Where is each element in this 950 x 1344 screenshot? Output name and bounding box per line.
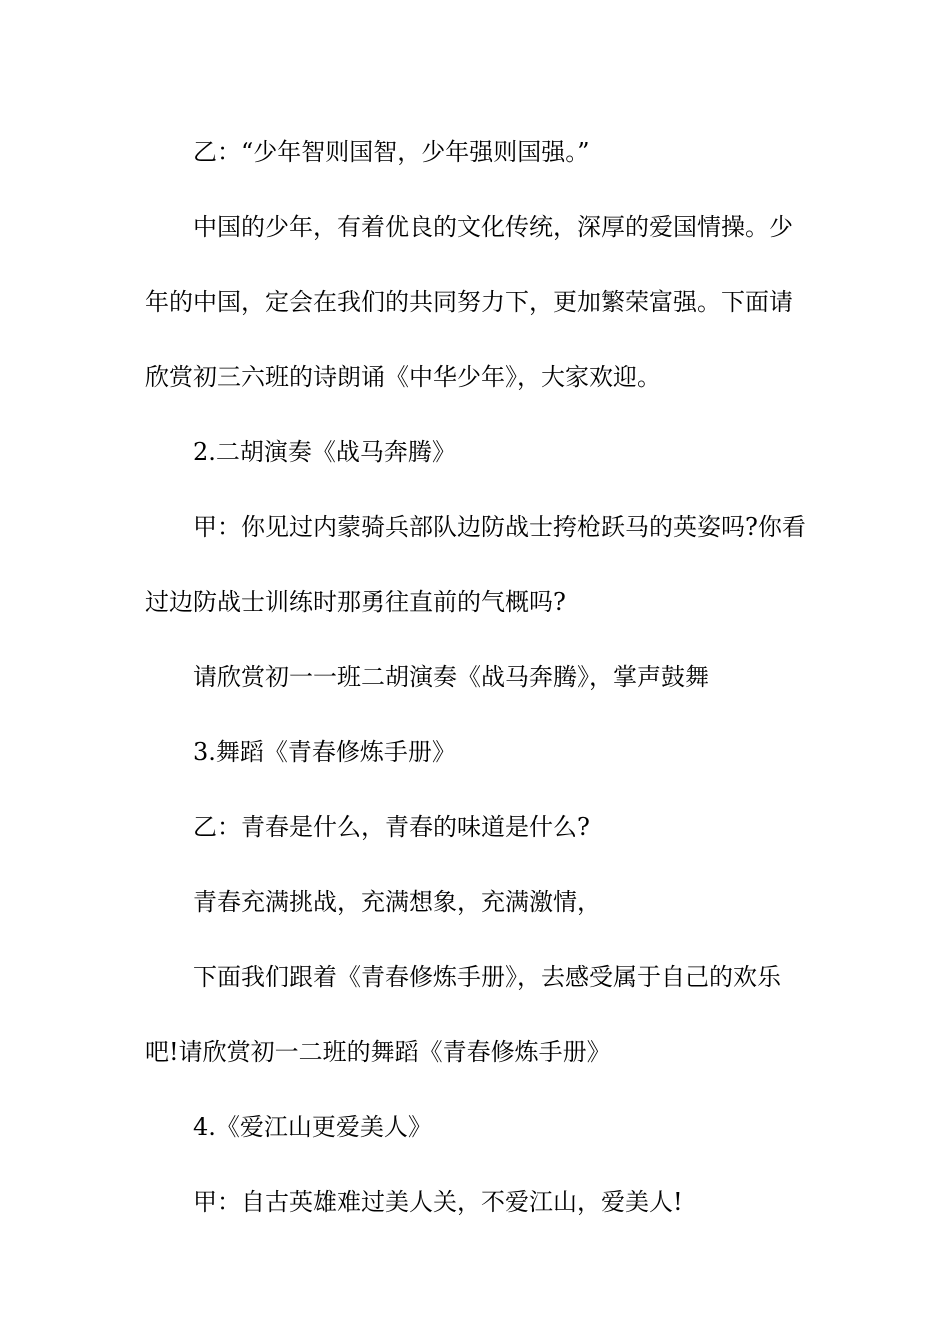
paragraph-line: 乙：青春是什么，青春的味道是什么? (193, 813, 590, 841)
paragraph-line: 过边防战士训练时那勇往直前的气概吗? (145, 588, 566, 616)
section-heading: 2.二胡演奏《战马奔腾》 (193, 438, 456, 466)
paragraph-line: 中国的少年，有着优良的文化传统，深厚的爱国情操。少 (193, 213, 793, 241)
paragraph-line: 吧!请欣赏初一二班的舞蹈《青春修炼手册》 (145, 1038, 611, 1066)
paragraph-line: 请欣赏初一一班二胡演奏《战马奔腾》，掌声鼓舞 (193, 663, 709, 691)
section-heading: 4.《爱江山更爱美人》 (193, 1113, 432, 1141)
paragraph-line: 甲：自古英雄难过美人关，不爱江山，爱美人! (193, 1188, 683, 1216)
paragraph-line: 下面我们跟着《青春修炼手册》，去感受属于自己的欢乐 (193, 963, 781, 991)
paragraph-line: 年的中国，定会在我们的共同努力下，更加繁荣富强。下面请 (145, 288, 793, 316)
paragraph-line: 欣赏初三六班的诗朗诵《中华少年》，大家欢迎。 (145, 363, 661, 391)
paragraph-line: 青春充满挑战，充满想象，充满激情， (193, 888, 601, 916)
paragraph-line: 甲：你见过内蒙骑兵部队边防战士挎枪跃马的英姿吗?你看 (193, 513, 806, 541)
paragraph-line: 乙：“少年智则国智，少年强则国强。” (193, 138, 590, 166)
section-heading: 3.舞蹈《青春修炼手册》 (193, 738, 456, 766)
